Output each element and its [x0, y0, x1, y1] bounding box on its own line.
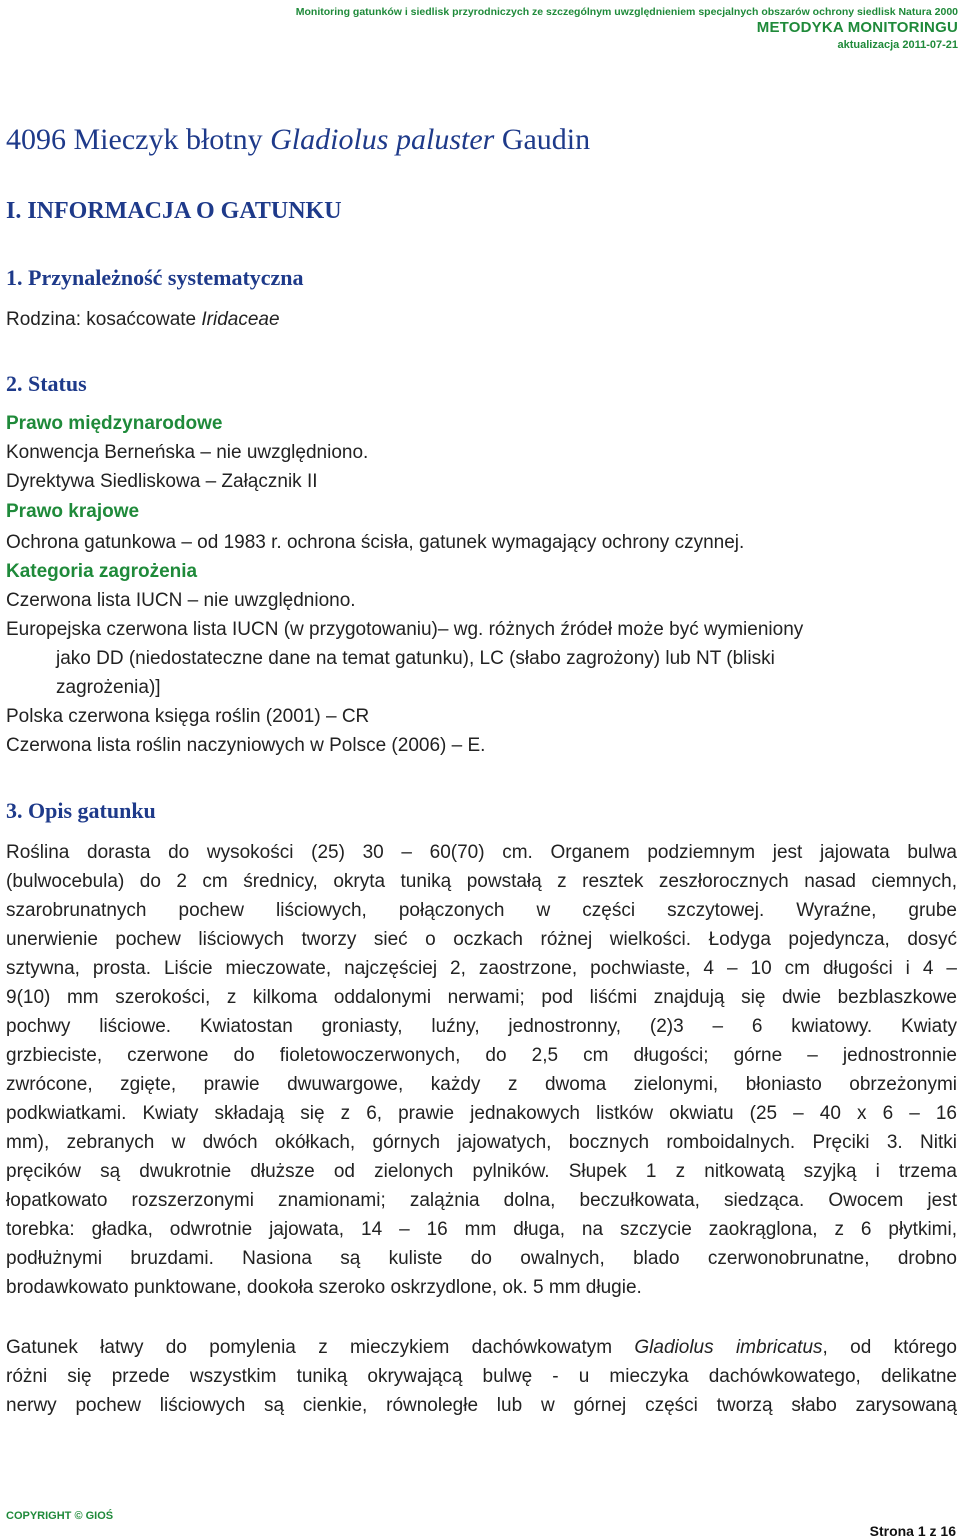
- description-line: łopatkowato rozszerzonymi znamionami; zalążnia dolna, beczułkowata, siedząca. Owocem jest: [6, 1190, 957, 1211]
- bern-convention: Konwencja Berneńska – nie uwzględniono.: [6, 442, 369, 463]
- header-update-date: aktualizacja 2011-07-21: [837, 39, 958, 51]
- similar-text-b: , od którego: [822, 1337, 957, 1358]
- description-line: pręcików są dwukrotnie dłuższe od zielonych pylników. Słupek 1 z nitkowatą szyjką i trzema: [6, 1161, 957, 1182]
- similar-text-a: Gatunek łatwy do pomylenia z mieczykiem dachówkowatym: [6, 1337, 635, 1358]
- description-line: torebka: gładka, odwrotnie jajowata, 14 – 16 mm długa, na szczycie zaokrąglona, z 6 płytkimi,: [6, 1219, 957, 1240]
- header-methodology: METODYKA MONITORINGU: [756, 19, 958, 36]
- eu-red-list-line-2: jako DD (niedostateczne dane na temat gatunku), LC (słabo zagrożony) lub NT (bliski: [56, 648, 775, 669]
- description-line: brodawkowato punktowane, dookoła szeroko oskrzydlone, ok. 5 mm długie.: [6, 1277, 642, 1298]
- title-prefix: 4096 Mieczyk błotny: [6, 123, 271, 156]
- eu-red-list-line-3: zagrożenia)]: [56, 677, 161, 698]
- footer-page-number: Strona 1 z 16: [869, 1523, 956, 1539]
- habitats-directive: Dyrektywa Siedliskowa – Załącznik II: [6, 471, 318, 492]
- description-line: unerwienie pochew liściowych tworzy sieć o oczkach różnej wielkości. Łodyga pojedyncza, dosyć: [6, 929, 957, 950]
- description-line: pochwy liściowe. Kwiatostan groniasty, luźny, jednostronny, (2)3 – 6 kwiatowy. Kwiaty: [6, 1016, 957, 1037]
- footer-copyright: COPYRIGHT © GIOŚ: [6, 1510, 114, 1522]
- polish-red-list: Czerwona lista roślin naczyniowych w Polsce (2006) – E.: [6, 735, 486, 756]
- similar-species-line-1: [6, 1336, 957, 1360]
- subsection-heading-status: 2. Status: [6, 371, 87, 396]
- title-latin-name: Gladiolus paluster: [270, 123, 495, 156]
- eu-red-list-line-1: Europejska czerwona lista IUCN (w przygotowaniu)– wg. różnych źródeł może być wymieniony: [6, 619, 804, 640]
- page-title: [6, 123, 590, 157]
- description-line: sztywna, prosta. Liście mieczowate, najczęściej 2, zaostrzone, pochwiaste, 4 – 10 cm długości i 4 –: [6, 958, 957, 979]
- title-author: Gaudin: [494, 123, 591, 156]
- header-project-title: Monitoring gatunków i siedlisk przyrodniczych ze szczególnym uwzględnieniem specjalnych obszarów ochrony siedlisk Natura 2000: [295, 6, 958, 18]
- description-line: mm), zebranych w dwóch okółkach, górnych jajowatych, bocznych romboidalnych. Pręciki 3. Nitki: [6, 1132, 957, 1153]
- similar-species-latin: Gladiolus imbricatus: [634, 1337, 823, 1358]
- description-line: podkwiatkami. Kwiaty składają się z 6, prawie jednakowych listków okwiatu (25 – 40 x 6 – 16: [6, 1103, 957, 1124]
- similar-species-line-2: różni się przede wszystkim tuniką okrywającą bulwę - u mieczyka dachówkowatego, delikatne: [6, 1366, 957, 1387]
- threat-category-label: Kategoria zagrożenia: [6, 561, 198, 582]
- family-latin: Iridaceae: [201, 309, 280, 330]
- section-heading-info: I. INFORMACJA O GATUNKU: [6, 198, 342, 224]
- intl-law-label: Prawo międzynarodowe: [6, 413, 223, 434]
- national-law-label: Prawo krajowe: [6, 501, 140, 522]
- similar-species-line-3: nerwy pochew liściowych są cienkie, równoległe lub w górnej części tworzą słabo zarysowaną: [6, 1395, 957, 1416]
- iucn-red-list: Czerwona lista IUCN – nie uwzględniono.: [6, 590, 356, 611]
- polish-red-book: Polska czerwona księga roślin (2001) – CR: [6, 706, 370, 727]
- description-line: grzbieciste, czerwone do fioletowoczerwonych, do 2,5 cm długości; górne – jednostronnie: [6, 1045, 957, 1066]
- description-line: (bulwocebula) do 2 cm średnicy, okryta tuniką powstałą z resztek zeszłorocznych nasad ciemnych,: [6, 871, 957, 892]
- family-line: [6, 309, 280, 331]
- description-line: szarobrunatnych pochew liściowych, połączonych w części szczytowej. Wyraźne, grube: [6, 900, 957, 921]
- description-line: 9(10) mm szerokości, z kilkoma oddalonymi nerwami; pod liśćmi znajdują się dwie bezblaszkowe: [6, 987, 957, 1008]
- family-label: Rodzina: kosaćcowate: [6, 309, 202, 330]
- subsection-heading-description: 3. Opis gatunku: [6, 798, 156, 823]
- description-line: Roślina dorasta do wysokości (25) 30 – 60(70) cm. Organem podziemnym jest jajowata bulwa: [6, 842, 957, 863]
- description-line: podłużnymi bruzdami. Nasiona są kuliste do owalnych, blado czerwonobrunatne, drobno: [6, 1248, 957, 1269]
- description-line: zwrócone, zgięte, prawie dwuwargowe, każdy z dwoma zielonymi, błoniasto obrzeżonymi: [6, 1074, 957, 1095]
- subsection-heading-systematics: 1. Przynależność systematyczna: [6, 265, 304, 290]
- species-protection: Ochrona gatunkowa – od 1983 r. ochrona ścisła, gatunek wymagający ochrony czynnej.: [6, 532, 745, 553]
